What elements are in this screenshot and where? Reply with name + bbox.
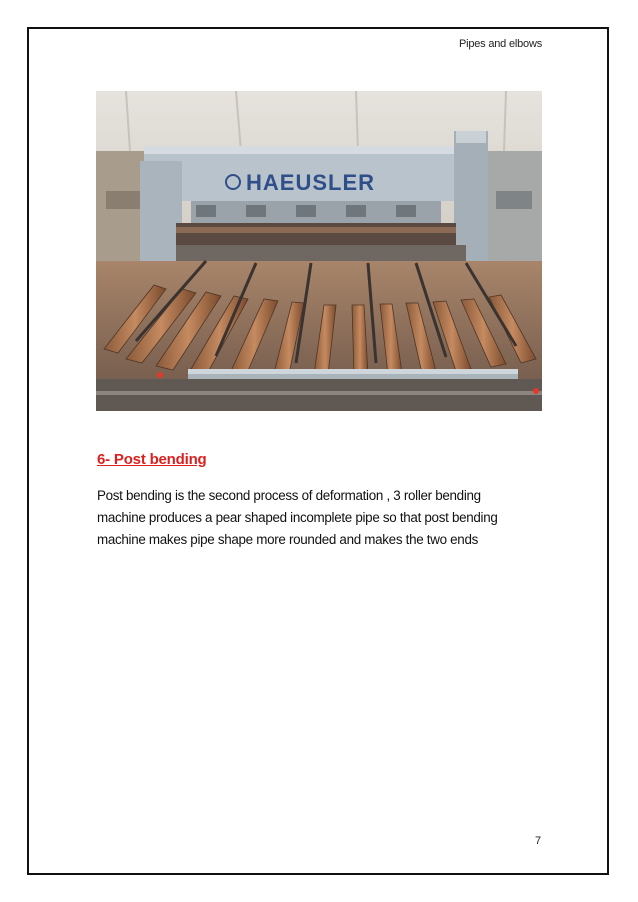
- running-header: Pipes and elbows: [458, 38, 542, 50]
- page-number: 7: [535, 835, 542, 847]
- machine-photo: [96, 91, 542, 411]
- body-line: Post bending is the second process of deformation , 3 roller bending: [97, 488, 481, 503]
- section-body: [97, 485, 547, 551]
- brand-text: HAEUSLER: [246, 170, 376, 195]
- section-heading: 6- Post bending: [97, 451, 207, 468]
- body-line: machine produces a pear shaped incomplete pipe so that post bending: [97, 510, 498, 525]
- body-line: machine makes pipe shape more rounded and makes the two ends: [97, 532, 478, 547]
